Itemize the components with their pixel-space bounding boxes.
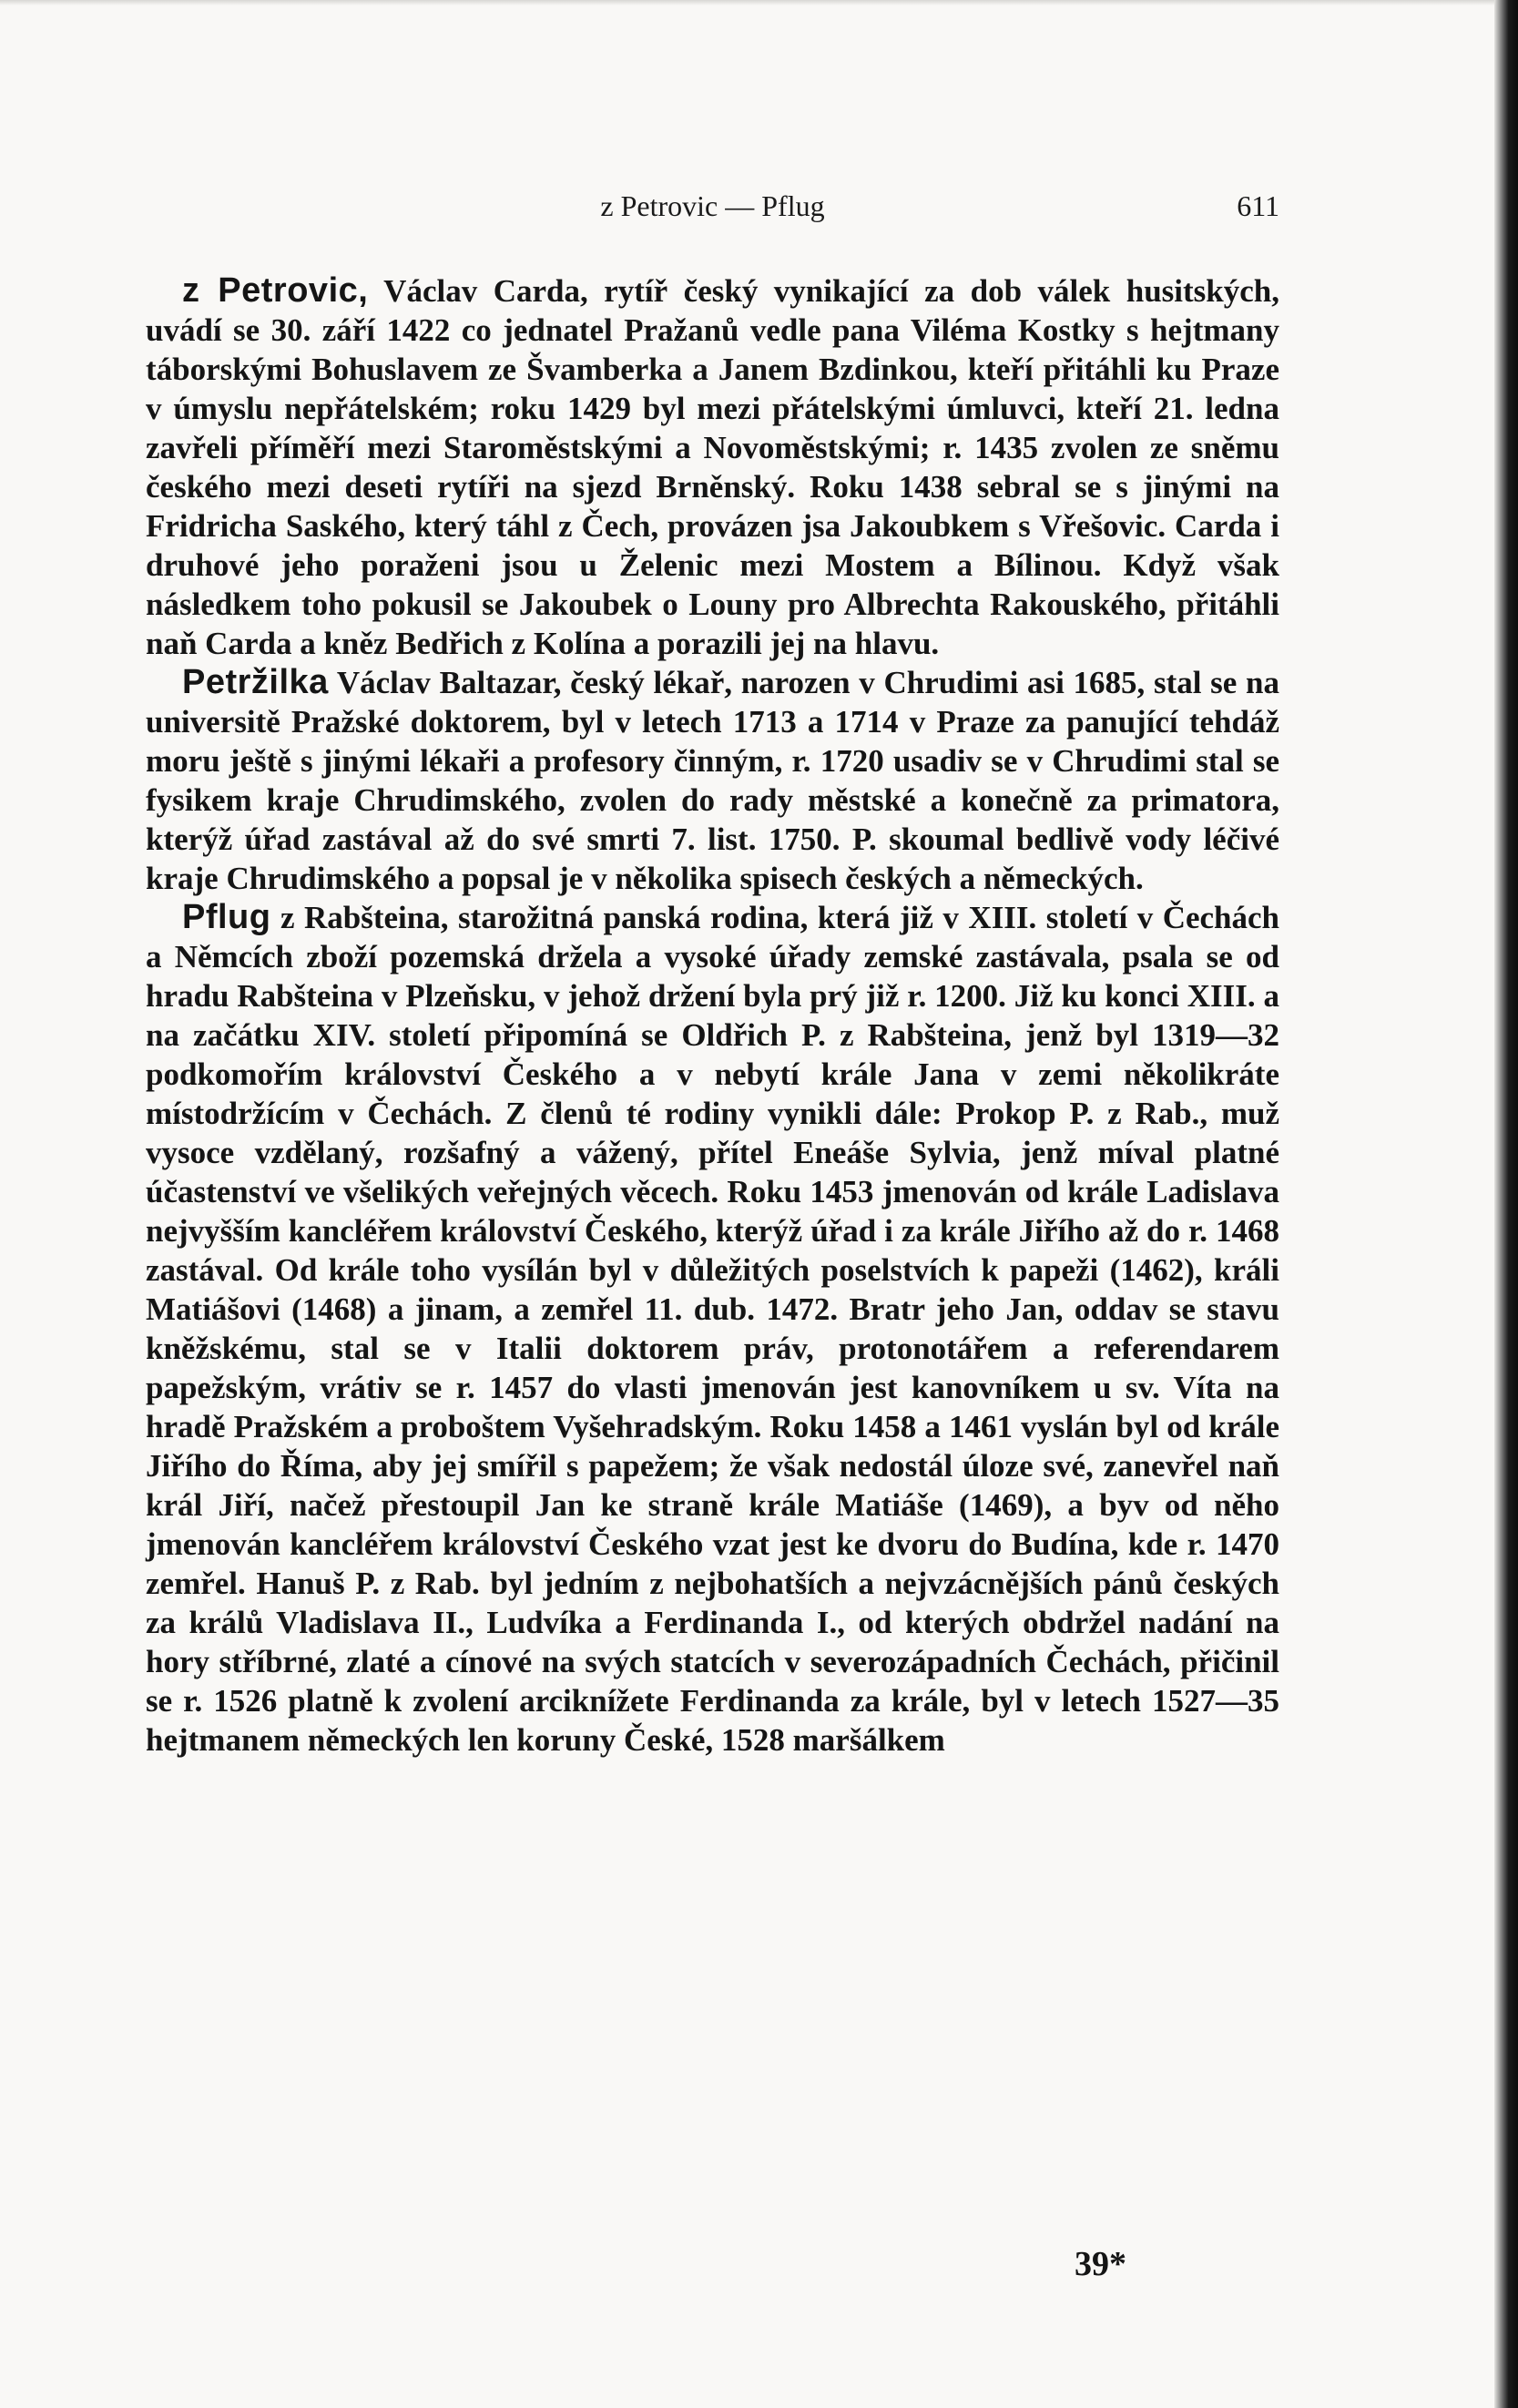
running-head-title: z Petrovic — Pflug [600, 189, 825, 222]
running-head [146, 189, 1279, 235]
entry-z-petrovic [146, 271, 1279, 663]
entry-pflug [146, 898, 1279, 1760]
entry-text: Václav Baltazar, český lékař, narozen v Chrudimi asi 1685, stal se na universitě Pražské doktorem, byl v letech 1713 a 1714 v Praze za panující tehdáž moru ještě s jinými lékaři a profesory činným, r. 1720 usadiv se v Chrudimi stal se fysikem kraje Chrudimského, zvolen do rady městské a konečně za primatora, kterýž úřad zastával až do své smrti 7. list. 1750. P. skoumal bedlivě vody léčivé kraje Chrudimského a popsal je v několika spisech českých a německých. [146, 665, 1279, 896]
signature-mark: 39* [1075, 2245, 1126, 2283]
headword: Pflug [182, 898, 271, 936]
entry-text: z Rabšteina, starožitná panská rodina, která již v XIII. století v Čechách a Němcích zboží pozemská držela a vysoké úřady zemské zastávala, psala se od hradu Rabšteina v Plzeňsku, v jehož držení byla prý již r. 1200. Již ku konci XIII. a na začátku XIV. století připomíná se Oldřich P. z Rabšteina, jenž byl 1319—32 podkomořím království Českého a v nebytí krále Jana v zemi několikráte místodržícím v Čechách. Z členů té rodiny vynikli dále: Prokop P. z Rab., muž vysoce vzdělaný, rozšafný a vážený, přítel Eneáše Sylvia, jenž míval platné účastenství ve všelikých veřejných věcech. Roku 1453 jmenován od krále Ladislava nejvyšším kancléřem království Českého, kterýž úřad i za krále Jiřího až do r. 1468 zastával. Od krále toho vysílán byl v důležitých poselstvích k papeži (1462), králi Matiášovi (1468) a jinam, a zemřel 11. dub. 1472. Bratr jeho Jan, oddav se stavu kněžskému, stal se v Italii doktorem práv, protonotářem a referendarem papežským, vrátiv se r. 1457 do vlasti jmenován jest kanovníkem u sv. Víta na hradě Pražském a proboštem Vyšehradským. Roku 1458 a 1461 vyslán byl od krále Jiřího do Říma, aby jej smířil s papežem; že však nedostál úloze své, zanevřel naň král Jiří, načež přestoupil Jan ke straně krále Matiáše (1469), a byv od něho jmenován kancléřem království Českého vzat jest ke dvoru do Budína, kde r. 1470 zemřel. Hanuš P. z Rab. byl jedním z nejbohatších a nejvzácnějších pánů českých za králů Vladislava II., Ludvíka a Ferdinanda I., od kterých obdržel nadání na hory stříbrné, zlaté a cínové na svých statcích v severozápadních Čechách, přičinil se r. 1526 platně k zvolení arciknížete Ferdinanda za krále, byl v letech 1527—35 hejtmanem německých len koruny České, 1528 maršálkem [146, 900, 1279, 1758]
headword: z Petrovic, [182, 271, 369, 310]
encyclopedia-text [146, 271, 1279, 1760]
headword: Petržilka [182, 663, 329, 701]
entry-petrzilka [146, 663, 1279, 898]
entry-text: Václav Carda, rytíř český vynikající za dob válek husitských, uvádí se 30. září 1422 co jednatel Pražanů vedle pana Viléma Kostky s hejtmany táborskými Bohuslavem ze Švamberka a Janem Bzdinkou, kteří přitáhli ku Praze v úmyslu nepřátelském; roku 1429 byl mezi přátelskými úmluvci, kteří 21. ledna zavřeli příměří mezi Staroměstskými a Novoměstskými; r. 1435 zvolen ze sněmu českého mezi deseti rytíři na sjezd Brněnský. Roku 1438 sebral se s jinými na Fridricha Saského, který táhl z Čech, provázen jsa Jakoubkem s Vřešovic. Carda i druhové jeho poraženi jsou u Želenic mezi Mostem a Bílinou. Když však následkem toho pokusil se Jakoubek o Louny pro Albrechta Rakouského, přitáhli naň Carda a kněz Bedřich z Kolína a porazili jej na hlavu. [146, 273, 1280, 661]
page-top-edge [0, 0, 1518, 5]
page-binding-edge [1494, 0, 1518, 2408]
page-number: 611 [1237, 189, 1279, 222]
